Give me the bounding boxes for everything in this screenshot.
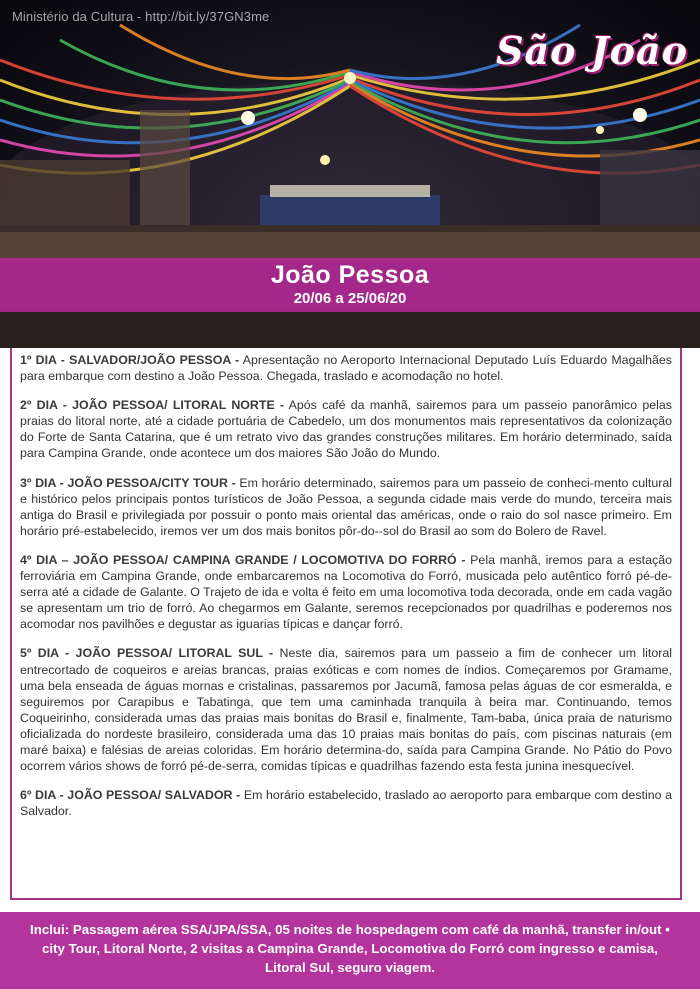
day-text: Em horário estabelecido, traslado ao aeroporto para embarque com destino a Salvador.: [20, 788, 673, 819]
day-text: Apresentação no Aeroporto Internacional Deputado Luís Eduardo Magalhães para embarque com destino a João Pessoa. Chegada, traslado e acomodação no hotel.: [20, 353, 672, 384]
day-title: 1º DIA - SALVADOR/JOÃO PESSOA -: [20, 353, 240, 367]
title-band: [0, 258, 700, 312]
includes-footer: Inclui: Passagem aérea SSA/JPA/SSA, 05 noites de hospedagem com café da manhã, transfer in/out • city Tour, Litoral Norte, 2 visitas a Campina Grande, Locomotiva do Forró com ingresso e camisa, Litoral Sul, seguro viagem.: [0, 912, 700, 989]
day-title: 6º DIA - JOÃO PESSOA/ SALVADOR -: [20, 788, 241, 803]
itinerary-day: [20, 645, 672, 774]
itinerary: [10, 348, 682, 900]
day-title: 2º DIA - JOÃO PESSOA/ LITORAL NORTE -: [20, 398, 285, 413]
photo-credit: Ministério da Cultura - http://bit.ly/37GN3me: [12, 9, 270, 24]
itinerary-day: [20, 475, 672, 539]
itinerary-day: [20, 352, 672, 384]
itinerary-day: [20, 787, 672, 819]
day-text: Após café da manhã, sairemos para um passeio panorâmico pelas praias do litoral norte, até a cidade portuária de Cabedelo, um dos monumentos mais representativos da colonização do Forte de Santa Catarina, que é um retrato vivo das grandes construções militares. Em horário determinado, saída para Campina Grande, onde acontece um dos maiores São João do Mundo.: [20, 398, 672, 461]
day-title: 4º DIA – JOÃO PESSOA/ CAMPINA GRANDE / LOCOMOTIVA DO FORRÓ -: [20, 552, 466, 567]
day-title: 3º DIA - JOÃO PESSOA/CITY TOUR -: [20, 475, 236, 490]
sao-joao-logo: São João: [496, 28, 688, 73]
itinerary-day: [20, 397, 672, 461]
day-text: Em horário determinado, sairemos para um passeio de conheci-mento cultural e histórico pelos principais pontos turísticos de João Pessoa, a segunda cidade mais verde do mundo, terceira mais antiga do Brasil e privilegiada por possuir o ponto mais oriental das américas, onde o raio do sol nasce primeiro. Em horário pré-estabelecido, iremos ver um dos mais bonitos pôr-do--sol do Brasil ao som do Bolero de Ravel.: [20, 475, 672, 538]
page-title: João Pessoa: [270, 261, 430, 289]
day-text: Neste dia, sairemos para um passeio a fim de conhecer um litoral entrecortado de coqueiros e areias brancas, praias exóticas e com nomes de índios. Começaremos por Gramame, uma bela enseada de águas mornas e cristalinas, passaremos por Jacumã, famosa pelas águas de cor esmeralda, e seguiremos por Carapibus e Tabatinga, que tem uma caminhada tranquila à beira mar. Continuando, temos Coqueirinho, considerada umas das praias mais bonitas do Brasil e, finalmente, Tam-baba, única praia de naturismo oficializada do nordeste brasileiro, considerada uma das 10 praias mais bonitas do país, com piscinas naturais (em maré baixa) e falésias de areias coloridas. Em horário determina-do, saída para Campina Grande. No Pátio do Povo ocorrem vários shows de forró pé-de-serra, comidas típicas e quadrilhas fazendo esta festa junina inesquecível.: [20, 646, 672, 774]
day-title: 5º DIA - JOÃO PESSOA/ LITORAL SUL -: [20, 646, 274, 661]
day-text: Pela manhã, iremos para a estação ferroviária em Campina Grande, onde embarcaremos na Locomotiva do Forró, musicada pelo autêntico forró pé-de-serra até a cidade de Galante. O Trajeto de ida e volta é feito em uma locomotiva toda decorada, onde em cada vagão se apresentam um trio de forró. Ao chegarmos em Galante, seremos recepcionados por quadrilhas e poderemos nos acomodar nos pavilhões e degustar as iguarias típicas e dançar forró.: [20, 552, 672, 632]
itinerary-day: [20, 552, 672, 632]
trip-dates: 20/06 a 25/06/20: [293, 290, 407, 307]
hero-photo: [0, 0, 700, 348]
